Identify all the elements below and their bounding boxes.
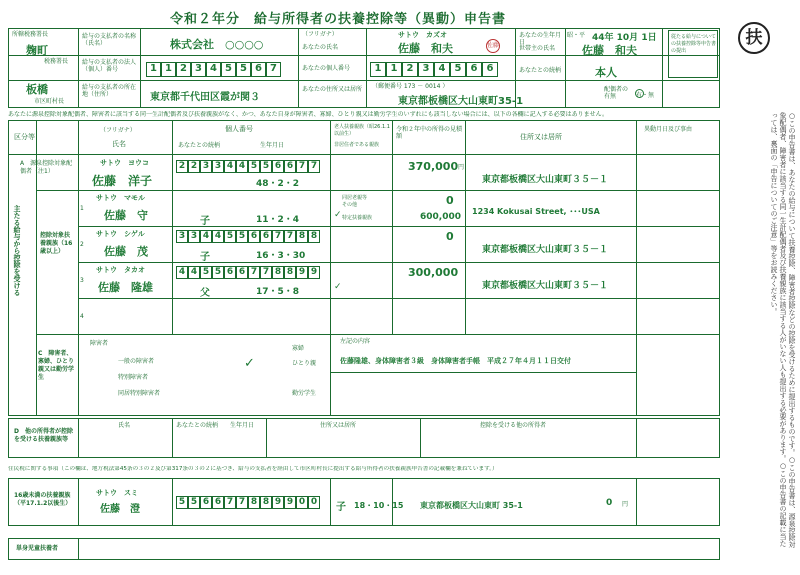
general-disabled-label: 一般の障害者: [118, 358, 155, 365]
digit: 4: [434, 62, 450, 77]
section-d-table: [8, 418, 720, 458]
digit: 0: [308, 496, 320, 509]
digit: 2: [176, 62, 191, 77]
section-b-sub-label: 控除対象扶養親族（16歳以上）: [40, 232, 73, 255]
spouse-value[interactable]: 有・無: [636, 92, 655, 99]
section-a-name[interactable]: 佐藤 洋子: [92, 174, 153, 188]
row-furigana[interactable]: サトウ タカオ: [96, 266, 145, 274]
header-mynumber: 個人番号: [225, 125, 253, 133]
employer-number-digits[interactable]: [146, 62, 281, 77]
header-category: 区分等: [14, 133, 35, 141]
digit: 8: [260, 496, 272, 509]
row-address[interactable]: 東京都板橋区大山東町３５－１: [482, 245, 609, 255]
section-a-birth[interactable]: 48・2・2: [256, 179, 300, 189]
row-name[interactable]: 佐藤 隆雄: [98, 281, 153, 294]
digit: 8: [272, 266, 284, 279]
head-value[interactable]: 佐藤 和夫: [582, 44, 637, 57]
head-label: 世帯主の氏名: [519, 45, 556, 52]
coresident-disabled-label: 同居特別障害者: [118, 390, 161, 397]
row-furigana[interactable]: サトウ シゲル: [96, 230, 145, 238]
digit: 3: [191, 62, 206, 77]
under16-label: 16歳未満の扶養親族（平17.1.2以後生）: [14, 492, 72, 507]
digit: 4: [176, 266, 188, 279]
row-income[interactable]: 0: [446, 194, 454, 207]
digit: 1: [161, 62, 176, 77]
digit: 5: [212, 266, 224, 279]
digit: 8: [284, 266, 296, 279]
under16-address[interactable]: 東京都板橋区大山東町 35-1: [420, 501, 523, 510]
under16-digits[interactable]: [176, 496, 320, 509]
birth-label: あなたの生年月日: [519, 32, 562, 46]
digit: 6: [248, 230, 260, 243]
section-d-name: 氏名: [118, 422, 131, 429]
digit: 7: [308, 160, 320, 173]
section-d-birth: 生年月日: [230, 422, 255, 429]
resident-tax-note: 住民税に関する事項（この欄は、地方税法第45条の３の２及び第317条の３の２に基づき、給与の支払者を経由して市区町村長に提出する給与所得者の扶養親族申告書の記載欄を兼ねています。）: [8, 466, 498, 472]
digit: 5: [260, 160, 272, 173]
special-disabled-label: 特別障害者: [118, 374, 149, 381]
row-name[interactable]: 佐藤 茂: [104, 245, 148, 258]
under16-yen: 円: [622, 501, 629, 508]
digit: 7: [284, 230, 296, 243]
digit: 6: [212, 496, 224, 509]
seal-stamp: 佐藤: [486, 39, 500, 53]
check-mark: ✓: [244, 356, 255, 371]
row-income2[interactable]: 600,000: [420, 212, 461, 222]
digit: 6: [224, 266, 236, 279]
employer-address-value[interactable]: 東京都千代田区霞が関３: [150, 92, 260, 103]
row-no: 3: [80, 277, 84, 284]
check-mark: ✓: [334, 210, 342, 220]
digit: 5: [176, 496, 188, 509]
single-parent-label: 単身児童扶養者: [16, 545, 59, 552]
digit: 6: [466, 62, 482, 77]
digit: 3: [188, 230, 200, 243]
digit: 5: [188, 496, 200, 509]
row-birth[interactable]: 17・5・8: [256, 287, 300, 297]
digit: 5: [236, 62, 251, 77]
digit: 4: [212, 230, 224, 243]
office-suffix: 税務署長: [44, 58, 69, 65]
digit: 7: [224, 496, 236, 509]
digit: 4: [188, 266, 200, 279]
row-address[interactable]: 東京都板橋区大山東町３５－１: [482, 281, 609, 291]
row-digits[interactable]: [176, 230, 320, 243]
section-a-digits[interactable]: [176, 160, 320, 173]
city-value: 板橋: [26, 83, 48, 96]
digit: 7: [236, 496, 248, 509]
header-nonresident: 非居住者である親族: [334, 142, 380, 148]
instruction-line: あなたに源泉控除対象配偶者、障害者に該当する同一生計配偶者及び扶養親族がなく、かつ、あなた自身が障害者、寡婦、ひとり親又は勤労学生のいずれにも該当しない場合には、以下の各欄に記入する必要はありません。: [8, 111, 609, 118]
section-a-income[interactable]: 370,000: [408, 160, 459, 173]
section-a-label: A 源泉控除対象配偶者（注1）: [20, 160, 73, 175]
under16-birth[interactable]: 18・10・15: [354, 501, 404, 510]
section-d-other: 控除を受ける他の所得者: [480, 422, 547, 429]
row-income[interactable]: 0: [446, 230, 454, 243]
digit: 1: [386, 62, 402, 77]
digit: 6: [272, 160, 284, 173]
digit: 8: [308, 230, 320, 243]
side-notes: ○この申告書は、あなたの給与について扶養控除、障害者控除などの控除を受けるために提出するものです。○この申告書は、源泉控除対象配偶者、障害者に該当する同一生計配偶者及び扶養親族に該当する人がいない人も提出する必要があります。○この申告書の記載に当たっては、裏面の「申告についてのご注意」等をお読みください。: [770, 112, 796, 548]
digit: 7: [248, 266, 260, 279]
employer-number-label: 給与の支払者の法人（個人）番号: [82, 59, 137, 73]
digit: 7: [296, 160, 308, 173]
name-label: あなたの氏名: [302, 44, 339, 51]
digit: 3: [200, 160, 212, 173]
digit: 8: [248, 496, 260, 509]
section-d-address: 住所又は居所: [320, 422, 357, 429]
header-birth: 生年月日: [260, 142, 285, 149]
header-name: 氏名: [112, 140, 126, 148]
digit: 6: [251, 62, 266, 77]
details-value[interactable]: 佐藤隆雄、身体障害者３級 身体障害者手帳 平成２７年４月１１日交付: [340, 357, 571, 365]
digit: 0: [296, 496, 308, 509]
spouse-label: 配偶者の有無: [604, 86, 629, 100]
digit: 6: [482, 62, 498, 77]
digit: 3: [212, 160, 224, 173]
row-relation[interactable]: 子: [200, 252, 210, 263]
row-income[interactable]: 300,000: [408, 266, 459, 279]
section-d-label: D 他の所得者が控除を受ける扶養親族等: [14, 428, 73, 443]
row-birth[interactable]: 11・2・4: [256, 215, 300, 225]
section-b-label: 主たる給与から控除を受ける: [13, 205, 21, 296]
employer-name-label: 給与の支払者の名称（氏名）: [82, 33, 137, 47]
under16-income[interactable]: 0: [606, 498, 613, 508]
office-label: 所轄税務署長: [12, 31, 49, 38]
single-parent-label: ひとり親: [292, 360, 317, 367]
employer-name-value[interactable]: 株式会社 ○○○○: [170, 38, 264, 51]
disabled-label: 障害者: [90, 340, 109, 347]
row-furigana[interactable]: サトウ マモル: [96, 194, 145, 202]
city-suffix: 市区町村長: [34, 98, 65, 105]
row-no: 4: [80, 313, 84, 320]
row-digits[interactable]: [176, 266, 320, 279]
option-other: その他: [342, 202, 358, 208]
digit: 3: [418, 62, 434, 77]
row-no: 2: [80, 241, 84, 248]
digit: 2: [176, 160, 188, 173]
employer-address-label: 給与の支払者の所在地（住所）: [82, 84, 137, 98]
digit: 4: [224, 160, 236, 173]
option-coresident-parent: 同居老親等: [342, 195, 368, 201]
digit: 3: [176, 230, 188, 243]
row-no: 1: [80, 205, 84, 212]
under16-name[interactable]: 佐藤 澄: [100, 504, 140, 515]
form-badge: 扶: [738, 22, 770, 54]
digit: 6: [284, 160, 296, 173]
details-label: 左記の内容: [340, 338, 371, 345]
widow-label: 寡婦: [292, 345, 305, 352]
relation-label: あなたとの続柄: [519, 67, 562, 74]
digit: 6: [236, 266, 248, 279]
digit: 9: [272, 496, 284, 509]
digit: 1: [146, 62, 161, 77]
mynumber-label: あなたの個人番号: [302, 65, 351, 72]
header-change: 異動月日及び事由: [644, 126, 693, 133]
header-relation: あなたとの続柄: [178, 142, 221, 149]
digit: 5: [450, 62, 466, 77]
furigana-label: （フリガナ）: [302, 31, 338, 38]
option-specific: 特定扶養親族: [342, 215, 373, 221]
row-birth[interactable]: 16・3・30: [256, 251, 306, 261]
row-relation[interactable]: 父: [200, 288, 210, 299]
digit: 6: [260, 230, 272, 243]
row-relation[interactable]: 子: [200, 216, 210, 227]
row-address[interactable]: 1234 Kokusai Street, ･･･USA: [472, 207, 600, 216]
header-address: 住所又は居所: [520, 133, 562, 141]
digit: 7: [260, 266, 272, 279]
address-label: あなたの住所又は居所: [302, 86, 363, 93]
header-income: 令和２年中の所得の見積額: [396, 126, 463, 140]
header-elderly: 老人扶養親族（昭26.1.1以前生）: [334, 124, 390, 137]
row-name[interactable]: 佐藤 守: [104, 209, 148, 222]
single-parent-table: [8, 538, 720, 560]
digit: 5: [248, 160, 260, 173]
postal-code: （郵便番号 173 － 0014 ）: [372, 83, 449, 90]
digit: 1: [370, 62, 386, 77]
birth-value[interactable]: 44年 10月 1日: [592, 33, 657, 43]
yen-unit: 円: [458, 164, 465, 171]
digit: 7: [266, 62, 281, 77]
digit: 9: [308, 266, 320, 279]
digit: 5: [224, 230, 236, 243]
relation-value[interactable]: 本人: [595, 66, 617, 79]
under16-furigana[interactable]: サトウ スミ: [96, 489, 138, 497]
side-box-text: 従たる給与についての扶養控除等申告書の提出: [671, 34, 717, 54]
digit: 2: [402, 62, 418, 77]
form-title: 令和２年分 給与所得者の扶養控除等（異動）申告書: [170, 12, 507, 27]
digit: 8: [296, 230, 308, 243]
digit: 9: [296, 266, 308, 279]
name-value[interactable]: 佐藤 和夫: [398, 42, 453, 55]
birth-era: 昭・平: [567, 32, 586, 39]
digit: 4: [206, 62, 221, 77]
mynumber-digits[interactable]: [370, 62, 498, 77]
digit: 5: [200, 266, 212, 279]
office-value: 麹町: [26, 44, 48, 57]
section-a-furigana[interactable]: サトウ ヨウコ: [100, 159, 149, 167]
digit: 4: [236, 160, 248, 173]
digit: 5: [236, 230, 248, 243]
furigana-value[interactable]: サトウ カズオ: [398, 31, 447, 39]
digit: 4: [200, 230, 212, 243]
digit: 2: [188, 160, 200, 173]
student-label: 勤労学生: [292, 390, 317, 397]
section-a-address[interactable]: 東京都板橋区大山東町３５－１: [482, 175, 609, 185]
digit: 5: [221, 62, 236, 77]
header-furigana: （フリガナ）: [100, 127, 136, 134]
digit: 9: [284, 496, 296, 509]
section-c-label: C 障害者、寡婦、ひとり親又は勤労学生: [38, 350, 75, 381]
address-value[interactable]: 東京都板橋区大山東町35-1: [398, 96, 524, 107]
under16-relation[interactable]: 子: [336, 502, 346, 513]
digit: 7: [272, 230, 284, 243]
section-d-relation: あなたとの続柄: [176, 422, 219, 429]
digit: 6: [200, 496, 212, 509]
check-mark: ✓: [334, 282, 342, 292]
